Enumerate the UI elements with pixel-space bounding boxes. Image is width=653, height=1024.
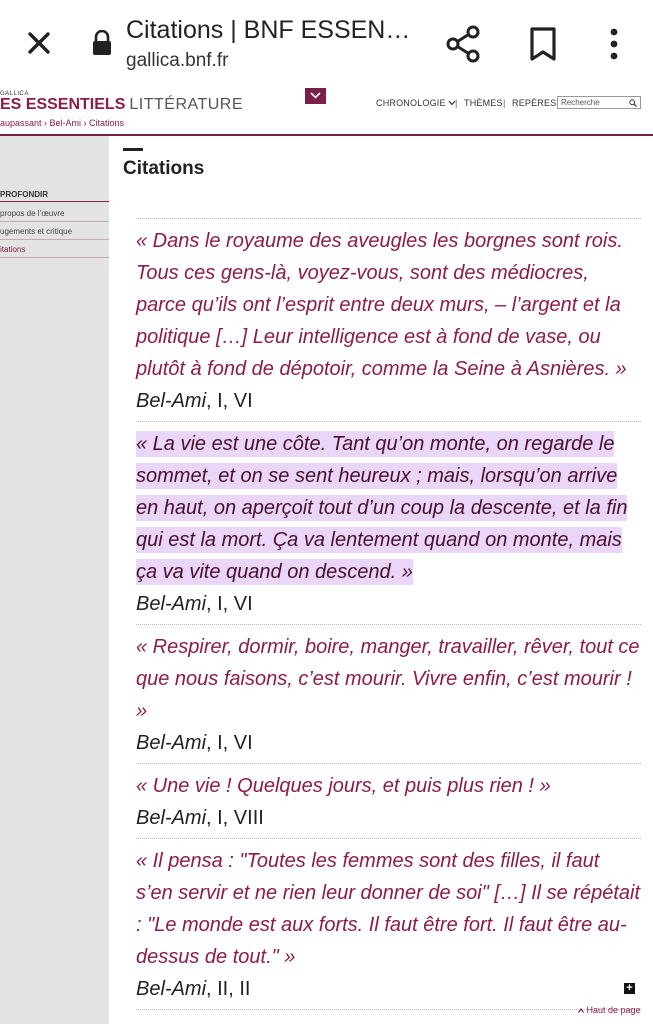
quote-source [136, 385, 641, 417]
search-placeholder: Recherche [561, 98, 600, 107]
share-icon[interactable] [444, 24, 482, 64]
quote-source [136, 802, 641, 834]
quote-item [136, 625, 641, 764]
nav-separator: | [503, 98, 506, 108]
page-title[interactable]: Citations | BNF ESSEN… [126, 16, 411, 44]
menu-toggle-button[interactable] [305, 88, 326, 104]
more-vert-icon[interactable] [604, 26, 624, 62]
quote-item [136, 422, 641, 625]
quote-source [136, 727, 641, 759]
quote-list [136, 218, 641, 1010]
nav-chronologie[interactable] [376, 98, 456, 108]
sidebar-heading: PROFONDIR [0, 190, 109, 202]
quote-item [136, 219, 641, 422]
quote-work: Bel-Ami [136, 978, 207, 1000]
nav-chronologie-label: CHRONOLOGIE [376, 98, 446, 108]
logo-main: ES ESSENTIELS [0, 96, 126, 113]
quote-ref: , I, VIII [206, 807, 264, 829]
quote-work: Bel-Ami [136, 593, 207, 615]
quote-ref: , I, VI [206, 593, 253, 615]
quote-source [136, 588, 641, 620]
quote-item [136, 764, 641, 839]
search-input[interactable] [557, 96, 641, 109]
nav-separator: | [455, 98, 458, 108]
quote-text: « Il pensa : "Toutes les femmes sont des filles, il faut s’en servir et ne rien leur donner de soi" […] Il se répétait : "Le monde est aux forts. Il faut être fort. Il faut être au-dessus de tout." » [136, 850, 641, 968]
quote-item [136, 839, 641, 1010]
quote-source [136, 973, 641, 1005]
sidebar-item-jugements[interactable]: ugements et critique [0, 227, 109, 240]
quote-text: « Une vie ! Quelques jours, et puis plus rien ! » [136, 775, 551, 797]
site-logo[interactable] [0, 96, 243, 114]
quote-work: Bel-Ami [136, 807, 207, 829]
chevron-down-icon [310, 92, 321, 99]
gallica-label: GALLICA [0, 91, 29, 97]
quote-text-selected[interactable] [136, 428, 641, 588]
bookmark-icon[interactable] [528, 26, 558, 62]
sidebar-item-a-propos[interactable]: propos de l’œuvre [0, 209, 109, 222]
main-title: Citations [123, 158, 205, 179]
chevron-up-icon [578, 1008, 584, 1013]
plus-icon[interactable]: + [624, 983, 635, 994]
quote-text: « Dans le royaume des aveugles les borgnes sont rois. Tous ces gens-là, voyez-vous, sont des médiocres, parce qu’ils ont l’esprit entre deux murs, – l’argent et la politique […] Leur intelligence est à fond de vase, ou plutôt à fond de dépotoir, comme la Seine à Asnières. » [136, 230, 627, 380]
sidebar [0, 136, 109, 1024]
nav-themes[interactable]: THÈMES [464, 98, 503, 108]
sidebar-item-citations[interactable]: itations [0, 245, 109, 258]
logo-sub: LITTÉRATURE [129, 96, 244, 113]
search-icon[interactable] [629, 99, 637, 107]
title-decoration [123, 148, 143, 151]
browser-toolbar [0, 0, 653, 88]
selection-highlight: « La vie est une côte. Tant qu’on monte, on regarde le sommet, et on se sent heureux ; mais, lorsqu’on arrive en haut, on aperçoit tout d’un coup la descente, et la fin qui est la mort. Ça va lentement quand on monte, mais ça va vite quand on descend. » [136, 433, 628, 583]
page-url[interactable]: gallica.bnf.fr [126, 50, 229, 71]
site-header [0, 88, 653, 136]
back-to-top-label: Haut de page [586, 1005, 641, 1015]
back-to-top-link[interactable] [578, 1005, 641, 1015]
quote-ref: , II, II [206, 978, 251, 1000]
quote-work: Bel-Ami [136, 732, 207, 754]
breadcrumb[interactable]: aupassant › Bel-Ami › Citations [0, 118, 125, 128]
close-icon[interactable] [22, 26, 56, 60]
nav-reperes[interactable]: REPÈRES [512, 98, 557, 108]
quote-ref: , I, VI [206, 732, 253, 754]
lock-icon [91, 30, 113, 56]
quote-work: Bel-Ami [136, 390, 207, 412]
quote-text: « Respirer, dormir, boire, manger, travailler, rêver, tout ce que nous faisons, c’est mourir. Vivre enfin, c’est mourir ! » [136, 636, 640, 722]
quote-ref: , I, VI [206, 390, 253, 412]
